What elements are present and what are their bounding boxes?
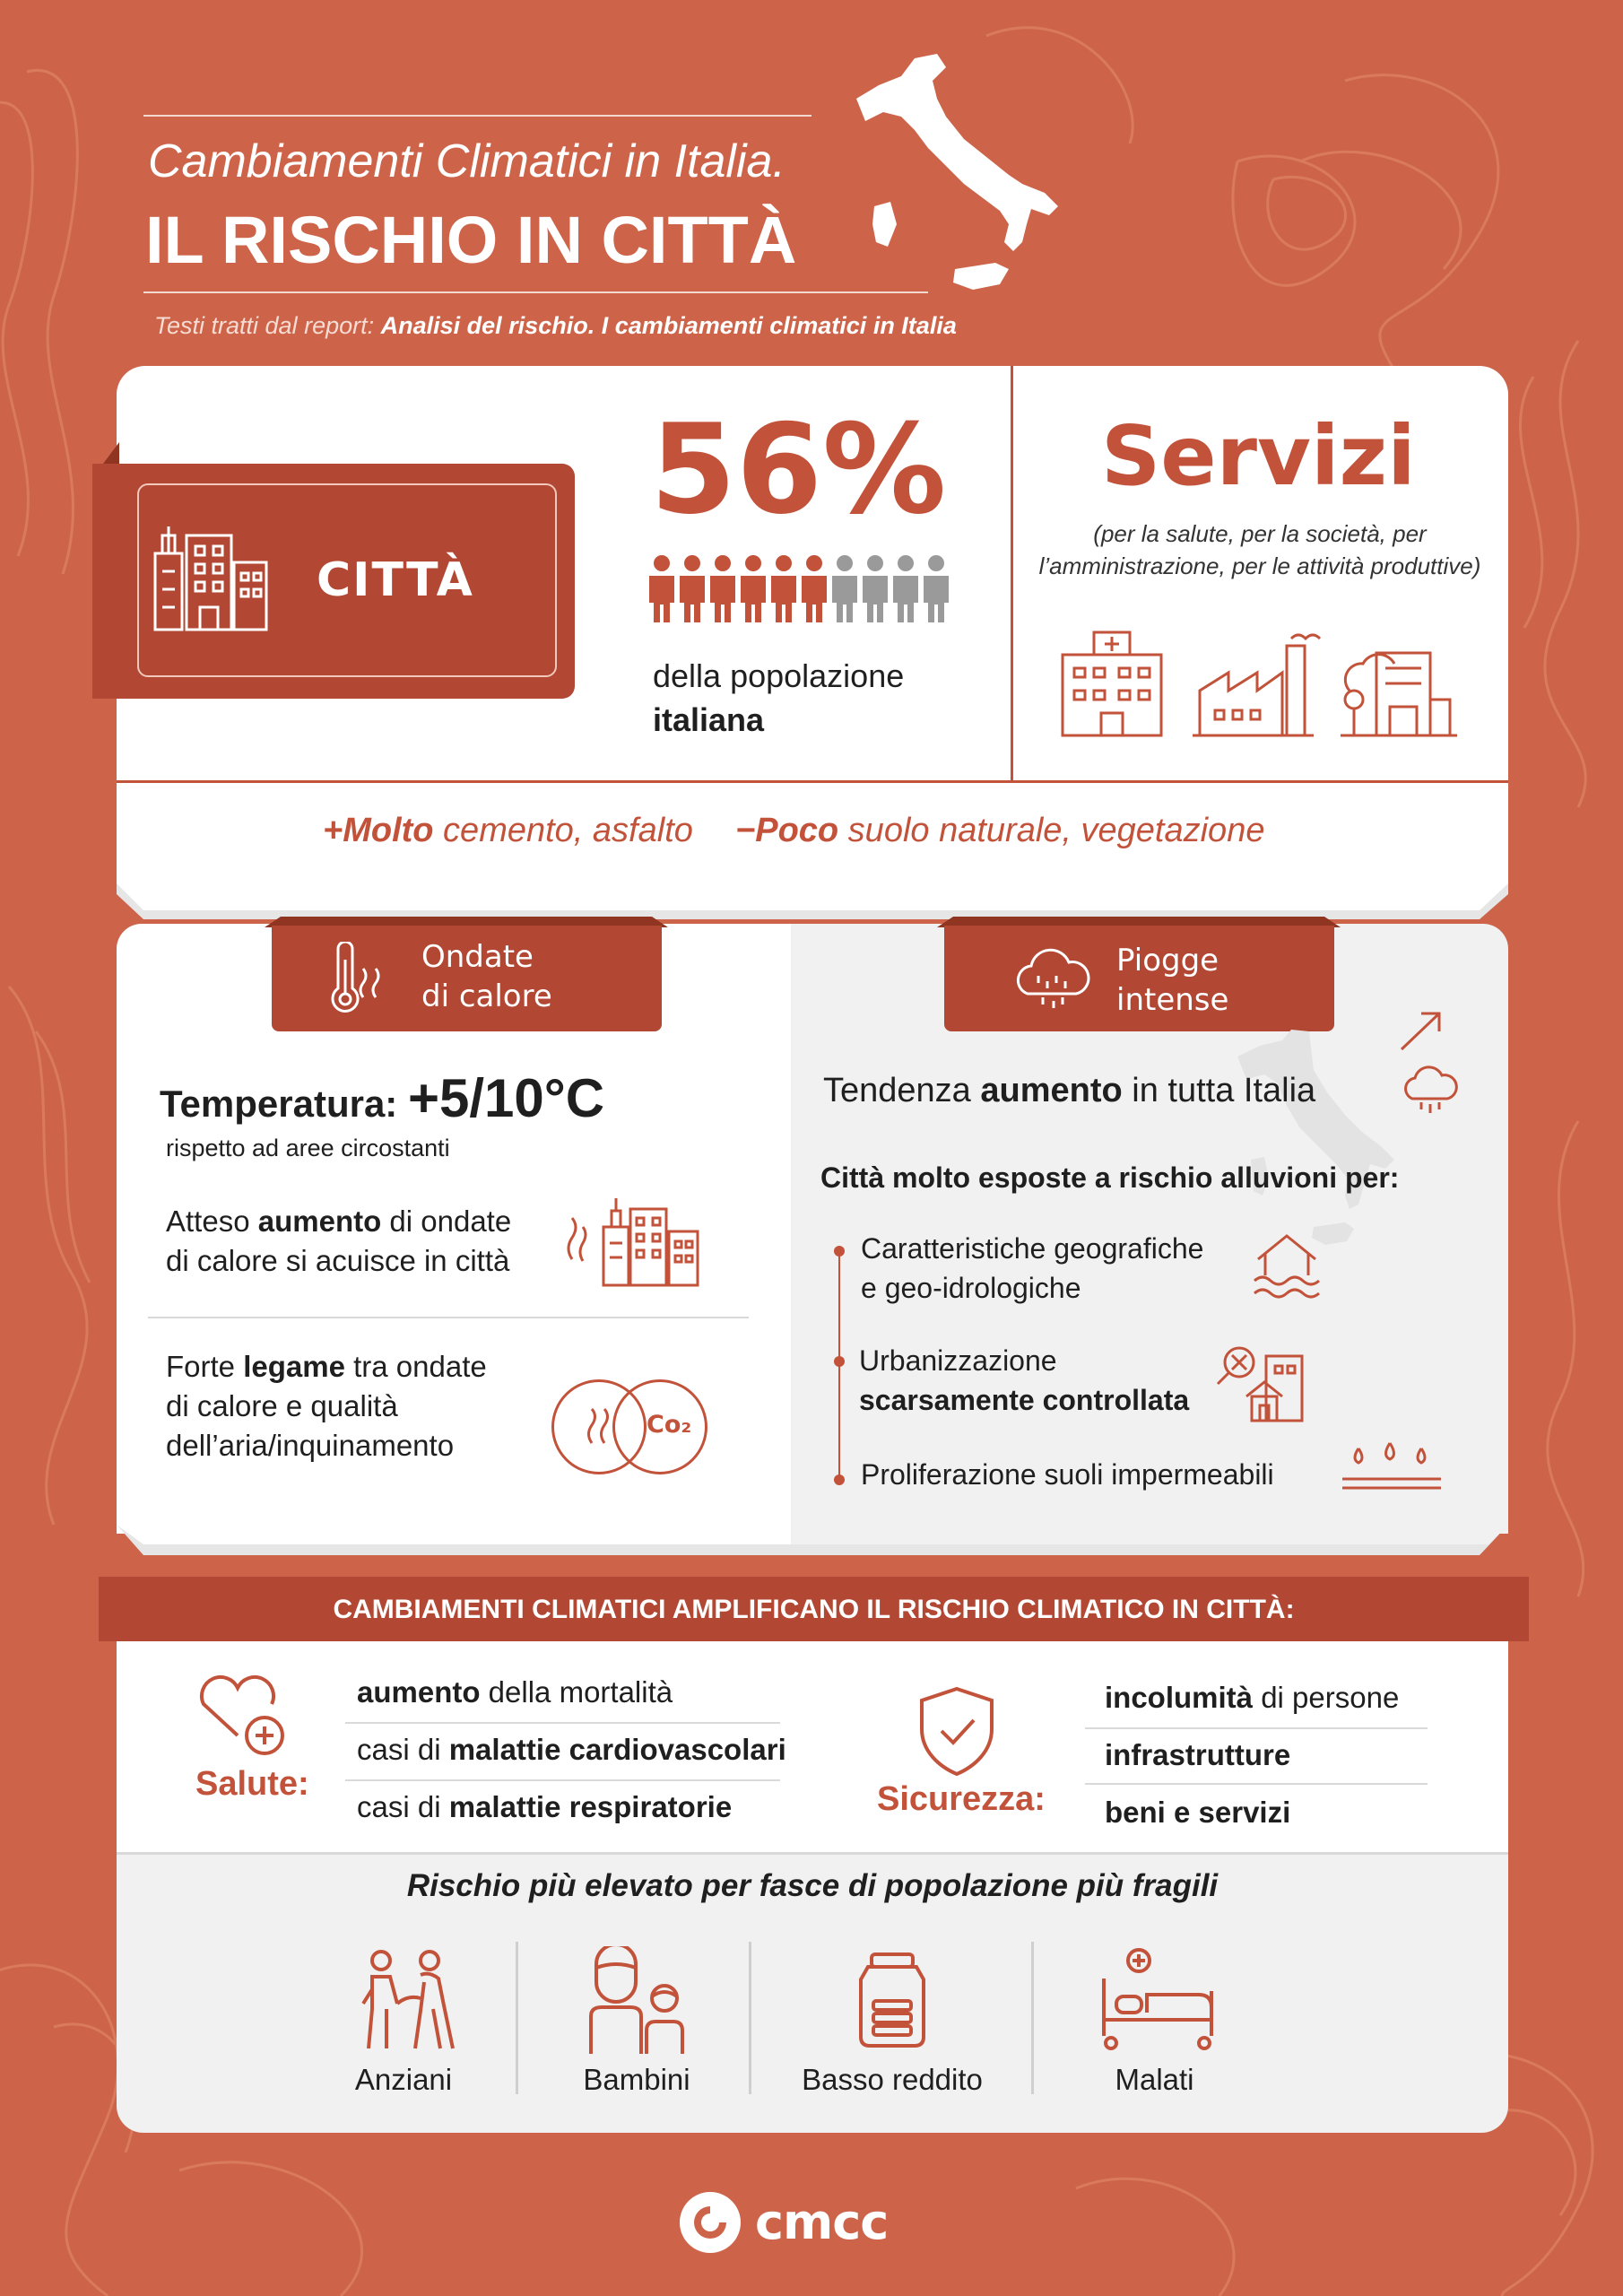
- bullet-dot-2: [834, 1356, 845, 1367]
- less-text: suolo naturale, vegetazione: [838, 812, 1265, 849]
- rain-trend-pre: Tendenza: [823, 1072, 981, 1109]
- thermometer-heat-icon: [325, 942, 388, 1015]
- heat-item1-line2: di calore si acuisce in città: [166, 1244, 510, 1277]
- trend-up-cloud-icon: [1394, 1009, 1466, 1117]
- heat-item2-bold: legame: [243, 1350, 345, 1383]
- rain-tab-line1: Piogge: [1116, 943, 1219, 978]
- ribbon-fold-2: [0, 1525, 1623, 1578]
- rain-bullet-2: [859, 1341, 1189, 1420]
- population-line2: italiana: [653, 701, 765, 738]
- title-rule-bottom: [143, 291, 928, 293]
- rain-trend-bold: aumento: [980, 1072, 1123, 1109]
- health-item-bold: aumento: [357, 1675, 481, 1709]
- population-percent: 56%: [650, 397, 947, 542]
- group-separator: [1031, 1942, 1034, 2094]
- rain-b2-line2: scarsamente controllata: [859, 1384, 1190, 1416]
- health-sep: [345, 1779, 780, 1781]
- italy-watermark-icon: [1228, 1030, 1399, 1254]
- health-heart-icon: [193, 1673, 291, 1762]
- rain-trend: [823, 1072, 1315, 1110]
- exposed-title: Città molto esposte a rischio alluvioni per:: [820, 1161, 1400, 1194]
- services-note: (per la salute, per la società, per l’amministrazione, per le attività produttive): [1038, 520, 1481, 579]
- elderly-icon: [354, 1946, 462, 2054]
- rain-trend-post: in tutta Italia: [1122, 1072, 1316, 1109]
- risk-banner-text: CAMBIAMENTI CLIMATICI AMPLIFICANO IL RISCHIO CLIMATICO IN CITTÀ:: [333, 1595, 1295, 1624]
- children-icon: [587, 1946, 690, 2054]
- person-icon-filled: [710, 555, 735, 622]
- heat-tab-line2: di calore: [421, 978, 552, 1014]
- person-icon-filled: [771, 555, 796, 622]
- header-subtitle: Cambiamenti Climatici in Italia.: [148, 135, 785, 187]
- rain-tab-line2: intense: [1116, 982, 1229, 1018]
- heat-item2-line2: di calore e qualità: [166, 1389, 398, 1422]
- health-item-bold: malattie respiratorie: [448, 1790, 733, 1823]
- header-title: IL RISCHIO IN CITTÀ: [145, 203, 797, 277]
- health-item-pre: casi di: [357, 1733, 449, 1766]
- cloud-rain-icon: [1011, 942, 1092, 1015]
- heat-waves-icon: [581, 1407, 617, 1447]
- hospital-icon: [1063, 632, 1161, 735]
- heat-item2-post: tra ondate: [344, 1350, 487, 1383]
- temperature-value: +5/10°C: [407, 1068, 605, 1128]
- more-bold: Molto: [343, 812, 434, 849]
- risk-banner: [99, 1577, 1529, 1641]
- person-icon-grey: [832, 555, 857, 622]
- safety-item: [1105, 1681, 1399, 1715]
- group-label: Malati: [1115, 2063, 1194, 2096]
- person-icon-filled: [741, 555, 766, 622]
- more-sign: +: [323, 812, 343, 849]
- safety-item-bold: infrastrutture: [1105, 1738, 1291, 1771]
- group-label: Basso reddito: [802, 2063, 983, 2096]
- rain-b1-line1: Caratteristiche geografiche: [861, 1232, 1204, 1265]
- group-separator: [516, 1942, 518, 2094]
- group-label: Bambini: [583, 2063, 690, 2096]
- rain-b1-line2: e geo-idrologiche: [861, 1272, 1081, 1304]
- services-title: Servizi: [1101, 408, 1416, 504]
- cmcc-logo-icon: [674, 2187, 746, 2258]
- health-item: [357, 1675, 673, 1709]
- safety-item: [1105, 1796, 1290, 1830]
- citta-badge: [92, 464, 575, 699]
- less-sign: −: [735, 812, 756, 849]
- safety-label: Sicurezza:: [877, 1780, 1046, 1818]
- safety-item: [1105, 1738, 1290, 1772]
- italy-map-icon: [838, 49, 1072, 296]
- less-bold: Poco: [755, 812, 839, 849]
- rain-bullet-3: Proliferazione suoli impermeabili: [861, 1458, 1274, 1491]
- person-icon-filled: [649, 555, 674, 622]
- safety-item-rest: di persone: [1253, 1681, 1400, 1714]
- health-label: Salute:: [195, 1765, 309, 1803]
- services-icons: [1058, 628, 1462, 740]
- health-item: [357, 1733, 786, 1767]
- person-icon-grey: [924, 555, 949, 622]
- urbanization-search-icon: [1212, 1343, 1311, 1425]
- heat-tab-line1: Ondate: [421, 939, 534, 975]
- card-divider-vertical: [1011, 366, 1013, 780]
- co2-circle-icon: [612, 1379, 707, 1474]
- rain-b2-line1: Urbanizzazione: [859, 1344, 1057, 1377]
- source-report: Analisi del rischio. I cambiamenti climatici in Italia: [380, 312, 957, 339]
- heat-item2-pre: Forte: [166, 1350, 244, 1383]
- bullet-dot-3: [834, 1474, 845, 1485]
- factory-icon: [1193, 635, 1320, 735]
- soil-summary: [323, 812, 1264, 850]
- person-icon-filled: [802, 555, 827, 622]
- co2-label: Co₂: [647, 1411, 692, 1439]
- heat-item1-post: di ondate: [381, 1205, 512, 1238]
- group-separator: [749, 1942, 751, 2094]
- safety-sep: [1085, 1727, 1428, 1729]
- rain-tab: [944, 926, 1334, 1031]
- citta-label: CITTÀ: [317, 553, 474, 607]
- person-icon-grey: [863, 555, 888, 622]
- group-label: Anziani: [354, 2063, 453, 2096]
- card-divider-horizontal: [117, 780, 1508, 783]
- cmcc-logo-text: cmcc: [755, 2194, 889, 2250]
- heat-item-1: [166, 1202, 511, 1281]
- health-item-rest: della mortalità: [480, 1675, 673, 1709]
- temperature-line: [160, 1067, 604, 1129]
- shop-building-icon: [1341, 653, 1457, 735]
- health-sep: [345, 1722, 780, 1724]
- population-line1: della popolazione: [653, 657, 905, 694]
- person-icon-filled: [680, 555, 705, 622]
- heat-item1-pre: Atteso: [166, 1205, 258, 1238]
- title-rule-top: [143, 115, 812, 117]
- health-item-bold: malattie cardiovascolari: [448, 1733, 786, 1766]
- money-jar-icon: [852, 1951, 933, 2049]
- heat-item1-bold: aumento: [257, 1205, 382, 1238]
- bullet-dot-1: [834, 1246, 845, 1257]
- more-text: cemento, asfalto: [433, 812, 693, 849]
- population-people-icons: [647, 554, 961, 626]
- heat-city-icon: [563, 1191, 707, 1290]
- heat-item-2: [166, 1347, 487, 1465]
- safety-shield-icon: [915, 1684, 1000, 1779]
- safety-item-bold: incolumità: [1105, 1681, 1254, 1714]
- source-note: [154, 312, 957, 340]
- safety-sep: [1085, 1783, 1428, 1785]
- heat-tab: [272, 926, 662, 1031]
- source-prefix: Testi tratti dal report:: [154, 312, 381, 339]
- heat-item2-line3: dell’aria/inquinamento: [166, 1429, 455, 1462]
- impermeable-soil-icon: [1341, 1439, 1444, 1493]
- person-icon-grey: [893, 555, 918, 622]
- health-item-pre: casi di: [357, 1790, 449, 1823]
- cmcc-logo: [674, 2187, 970, 2258]
- risk-card: [117, 1641, 1508, 1852]
- temperature-label: Temperatura:: [160, 1083, 408, 1125]
- flooded-house-icon: [1251, 1231, 1323, 1304]
- safety-item-bold: beni e servizi: [1105, 1796, 1291, 1829]
- temperature-note: rispetto ad aree circostanti: [166, 1135, 450, 1161]
- rain-bullet-1: [861, 1229, 1203, 1308]
- heat-separator: [148, 1317, 749, 1318]
- hospital-bed-icon: [1098, 1946, 1219, 2054]
- fragile-title: Rischio più elevato per fasce di popolazione più fragili: [406, 1868, 1219, 1903]
- health-item: [357, 1790, 732, 1824]
- city-buildings-icon: [146, 517, 273, 634]
